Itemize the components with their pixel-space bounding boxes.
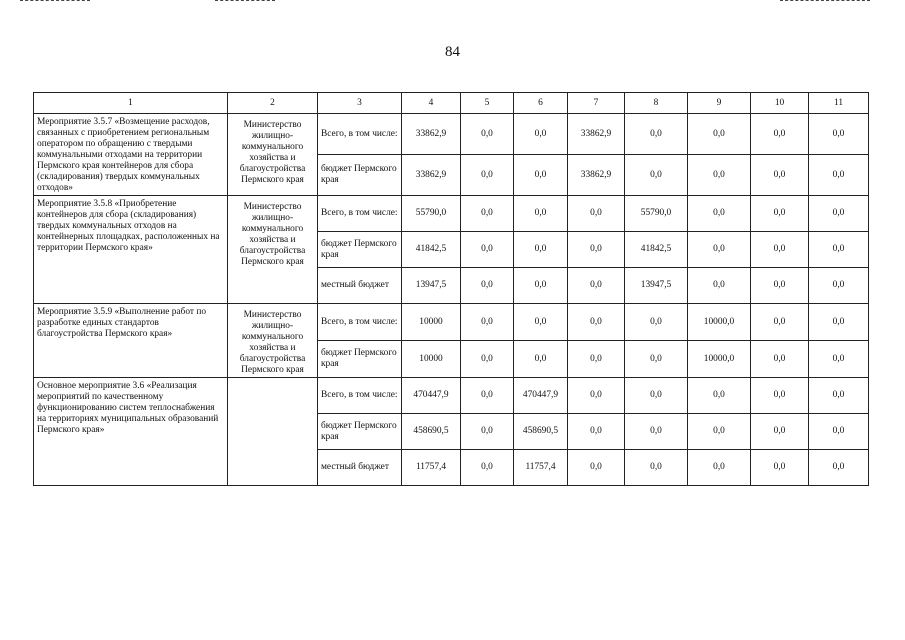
value-cell: 470447,9 bbox=[514, 378, 568, 414]
value-cell: 0,0 bbox=[751, 114, 809, 155]
value-cell: 0,0 bbox=[568, 304, 625, 341]
header-row bbox=[34, 93, 869, 114]
value-cell: 0,0 bbox=[751, 378, 809, 414]
top-border-mark bbox=[215, 0, 275, 5]
value-cell: 0,0 bbox=[514, 341, 568, 378]
value-cell: 458690,5 bbox=[402, 414, 461, 450]
header-cell: 6 bbox=[514, 93, 568, 114]
value-cell: 0,0 bbox=[568, 341, 625, 378]
value-cell: 0,0 bbox=[751, 155, 809, 196]
value-cell: 10000 bbox=[402, 341, 461, 378]
measure-name-cell: Мероприятие 3.5.8 «Приобретение контейнеров для сбора (складирования) твердых коммунальных отходов на контейнерных площадках, расположенных на территории Пермского края» bbox=[34, 196, 228, 304]
funding-source-cell: бюджет Пермского края bbox=[318, 232, 402, 268]
header-cell: 9 bbox=[688, 93, 751, 114]
funding-source-cell: местный бюджет bbox=[318, 450, 402, 486]
value-cell: 0,0 bbox=[625, 341, 688, 378]
value-cell: 0,0 bbox=[809, 378, 869, 414]
value-cell: 0,0 bbox=[809, 341, 869, 378]
funding-source-cell: Всего, в том числе: bbox=[318, 304, 402, 341]
value-cell: 33862,9 bbox=[402, 155, 461, 196]
value-cell: 10000,0 bbox=[688, 304, 751, 341]
value-cell: 0,0 bbox=[568, 232, 625, 268]
value-cell: 0,0 bbox=[809, 304, 869, 341]
value-cell: 10000 bbox=[402, 304, 461, 341]
header-cell: 10 bbox=[751, 93, 809, 114]
value-cell: 0,0 bbox=[514, 196, 568, 232]
value-cell: 13947,5 bbox=[402, 268, 461, 304]
value-cell: 0,0 bbox=[514, 114, 568, 155]
value-cell: 0,0 bbox=[625, 450, 688, 486]
value-cell: 33862,9 bbox=[568, 155, 625, 196]
value-cell: 0,0 bbox=[809, 114, 869, 155]
value-cell: 0,0 bbox=[514, 304, 568, 341]
value-cell: 0,0 bbox=[688, 268, 751, 304]
value-cell: 0,0 bbox=[809, 155, 869, 196]
value-cell: 0,0 bbox=[461, 196, 514, 232]
header-cell: 3 bbox=[318, 93, 402, 114]
value-cell: 55790,0 bbox=[402, 196, 461, 232]
value-cell: 0,0 bbox=[751, 232, 809, 268]
value-cell: 0,0 bbox=[461, 268, 514, 304]
executor-cell bbox=[228, 378, 318, 486]
value-cell: 11757,4 bbox=[514, 450, 568, 486]
value-cell: 11757,4 bbox=[402, 450, 461, 486]
value-cell: 0,0 bbox=[688, 232, 751, 268]
table-row bbox=[34, 196, 869, 232]
value-cell: 0,0 bbox=[751, 450, 809, 486]
value-cell: 0,0 bbox=[625, 155, 688, 196]
funding-source-cell: Всего, в том числе: bbox=[318, 196, 402, 232]
funding-source-cell: местный бюджет bbox=[318, 268, 402, 304]
value-cell: 0,0 bbox=[461, 232, 514, 268]
value-cell: 0,0 bbox=[751, 268, 809, 304]
header-cell: 8 bbox=[625, 93, 688, 114]
funding-source-cell: Всего, в том числе: bbox=[318, 378, 402, 414]
value-cell: 0,0 bbox=[461, 378, 514, 414]
value-cell: 0,0 bbox=[751, 341, 809, 378]
value-cell: 0,0 bbox=[625, 304, 688, 341]
header-cell: 1 bbox=[34, 93, 228, 114]
measure-name-cell: Мероприятие 3.5.7 «Возмещение расходов, связанных с приобретением региональным оператором по обращению с твердыми коммунальными отходами на территории Пермского края контейнеров для сбора (складирования) твердых коммунальных отходов» bbox=[34, 114, 228, 196]
header-cell: 7 bbox=[568, 93, 625, 114]
value-cell: 0,0 bbox=[461, 114, 514, 155]
header-cell: 2 bbox=[228, 93, 318, 114]
value-cell: 0,0 bbox=[751, 414, 809, 450]
funding-source-cell: Всего, в том числе: bbox=[318, 114, 402, 155]
value-cell: 0,0 bbox=[688, 114, 751, 155]
value-cell: 458690,5 bbox=[514, 414, 568, 450]
value-cell: 0,0 bbox=[568, 450, 625, 486]
value-cell: 0,0 bbox=[809, 414, 869, 450]
value-cell: 33862,9 bbox=[568, 114, 625, 155]
value-cell: 0,0 bbox=[461, 450, 514, 486]
value-cell: 0,0 bbox=[809, 196, 869, 232]
header-cell: 5 bbox=[461, 93, 514, 114]
value-cell: 0,0 bbox=[568, 414, 625, 450]
value-cell: 0,0 bbox=[809, 232, 869, 268]
value-cell: 0,0 bbox=[688, 196, 751, 232]
value-cell: 0,0 bbox=[751, 304, 809, 341]
budget-table bbox=[33, 92, 869, 486]
value-cell: 10000,0 bbox=[688, 341, 751, 378]
value-cell: 0,0 bbox=[461, 304, 514, 341]
value-cell: 470447,9 bbox=[402, 378, 461, 414]
value-cell: 0,0 bbox=[809, 268, 869, 304]
value-cell: 0,0 bbox=[625, 114, 688, 155]
value-cell: 0,0 bbox=[688, 155, 751, 196]
header-cell: 4 bbox=[402, 93, 461, 114]
value-cell: 41842,5 bbox=[402, 232, 461, 268]
value-cell: 0,0 bbox=[688, 450, 751, 486]
value-cell: 0,0 bbox=[514, 155, 568, 196]
top-border-mark bbox=[20, 0, 90, 5]
value-cell: 55790,0 bbox=[625, 196, 688, 232]
top-border-mark bbox=[780, 0, 870, 5]
funding-source-cell: бюджет Пермского края bbox=[318, 341, 402, 378]
value-cell: 0,0 bbox=[461, 341, 514, 378]
value-cell: 33862,9 bbox=[402, 114, 461, 155]
page-number: 84 bbox=[445, 44, 460, 60]
value-cell: 0,0 bbox=[461, 414, 514, 450]
header-cell: 11 bbox=[809, 93, 869, 114]
executor-cell: Министерство жилищно-коммунального хозяйства и благоустройства Пермского края bbox=[228, 196, 318, 304]
value-cell: 0,0 bbox=[809, 450, 869, 486]
funding-source-cell: бюджет Пермского края bbox=[318, 414, 402, 450]
value-cell: 13947,5 bbox=[625, 268, 688, 304]
measure-name-cell: Основное мероприятие 3.6 «Реализация мероприятий по качественному функционированию систем теплоснабжения на территориях муниципальных образований Пермского края» bbox=[34, 378, 228, 486]
value-cell: 0,0 bbox=[514, 232, 568, 268]
value-cell: 0,0 bbox=[568, 378, 625, 414]
value-cell: 0,0 bbox=[625, 414, 688, 450]
value-cell: 0,0 bbox=[568, 268, 625, 304]
value-cell: 0,0 bbox=[461, 155, 514, 196]
funding-source-cell: бюджет Пермского края bbox=[318, 155, 402, 196]
value-cell: 0,0 bbox=[751, 196, 809, 232]
value-cell: 0,0 bbox=[568, 196, 625, 232]
value-cell: 0,0 bbox=[514, 268, 568, 304]
executor-cell: Министерство жилищно-коммунального хозяйства и благоустройства Пермского края bbox=[228, 304, 318, 378]
value-cell: 0,0 bbox=[625, 378, 688, 414]
value-cell: 41842,5 bbox=[625, 232, 688, 268]
value-cell: 0,0 bbox=[688, 414, 751, 450]
value-cell: 0,0 bbox=[688, 378, 751, 414]
measure-name-cell: Мероприятие 3.5.9 «Выполнение работ по разработке единых стандартов благоустройства Пермского края» bbox=[34, 304, 228, 378]
table-row bbox=[34, 304, 869, 341]
executor-cell: Министерство жилищно-коммунального хозяйства и благоустройства Пермского края bbox=[228, 114, 318, 196]
table-row bbox=[34, 114, 869, 155]
table-row bbox=[34, 378, 869, 414]
